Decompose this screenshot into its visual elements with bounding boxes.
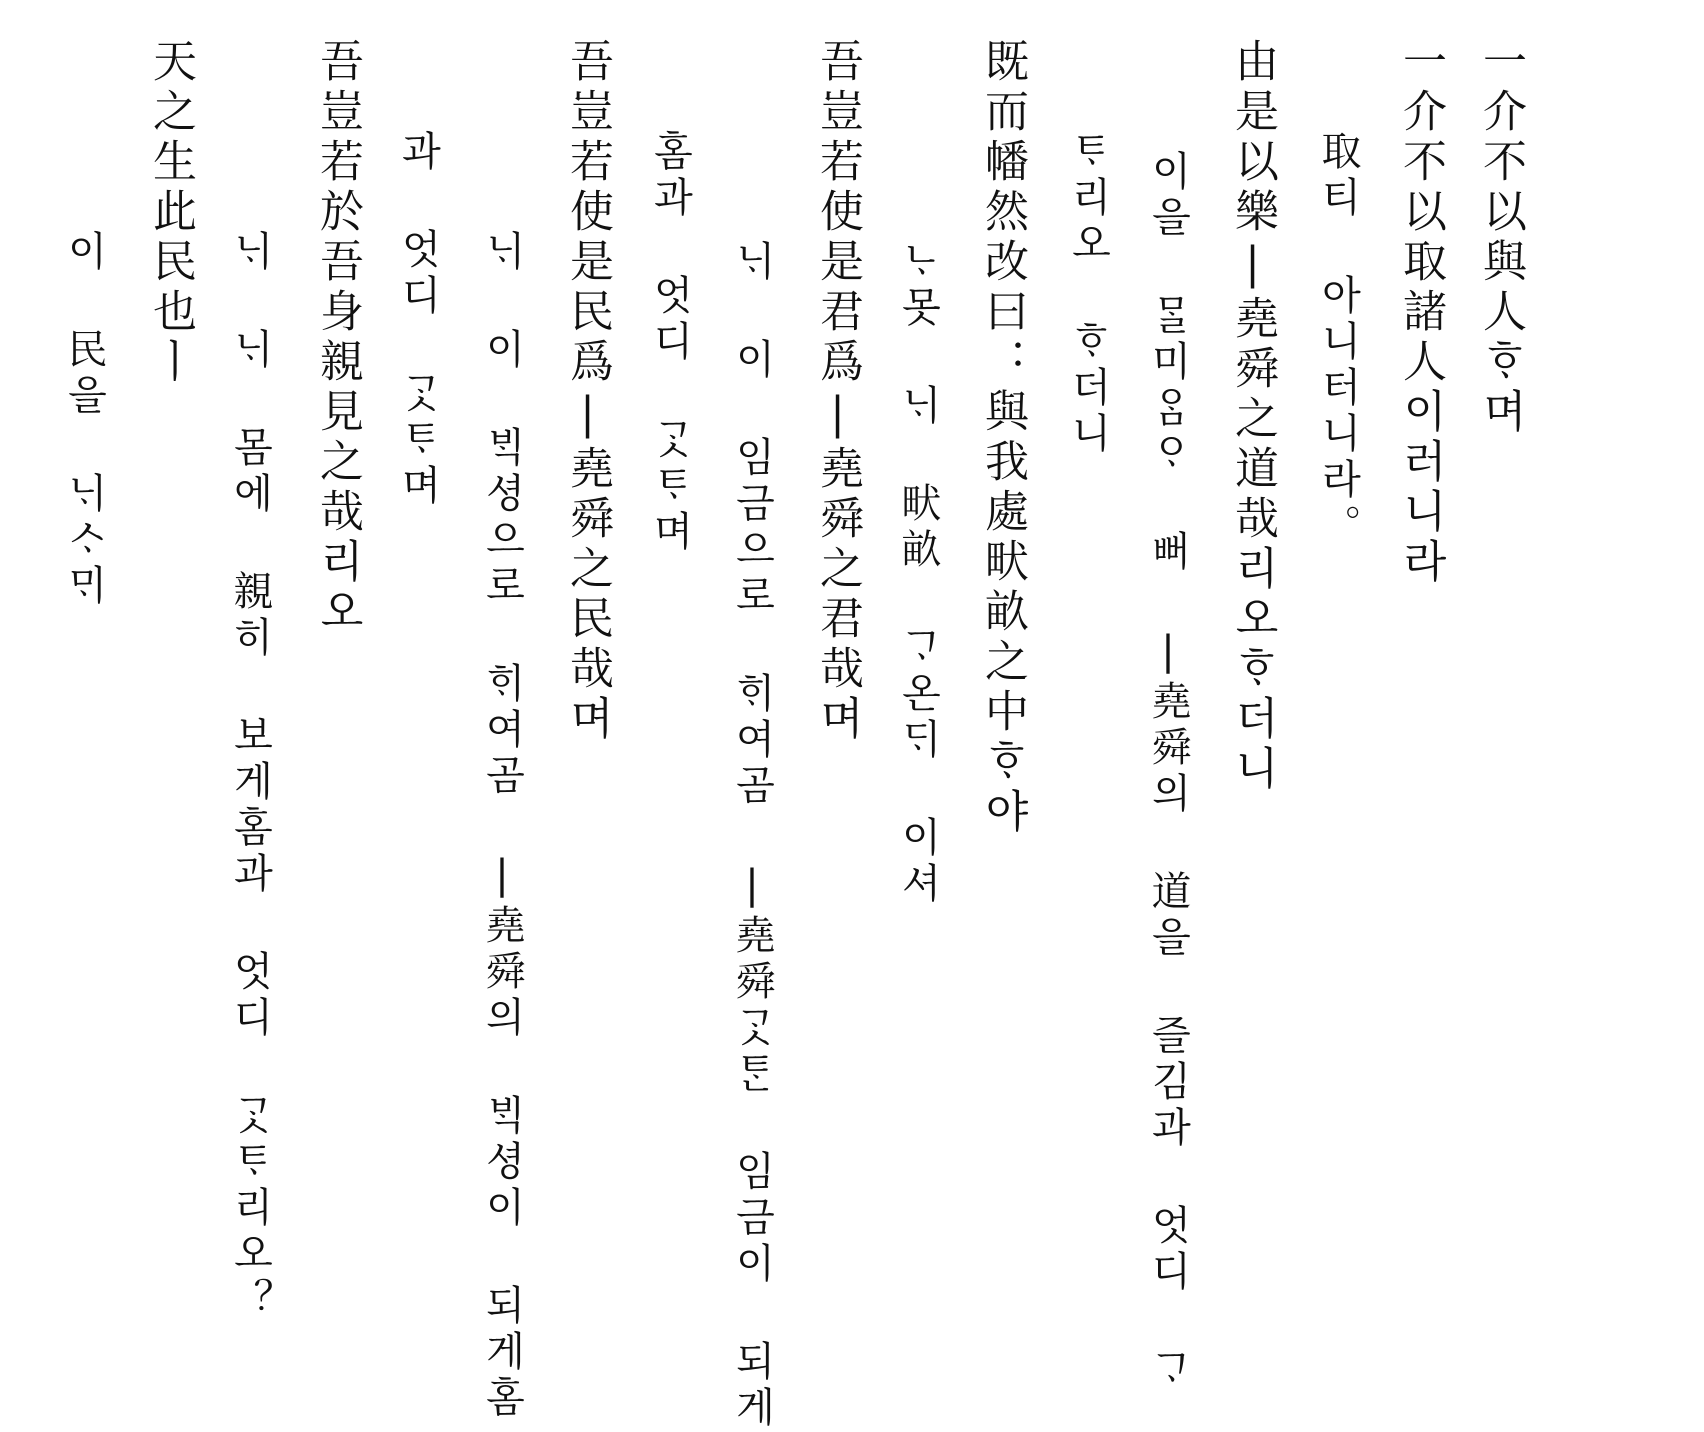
text-column-6: ᄐᆞ리오 ᄒᆞ더니 bbox=[1065, 130, 1111, 458]
text-column-9: 吾豈若使是君爲|堯舜之君哉며 bbox=[812, 38, 863, 745]
text-column-14: 과 엇디 ᄀᆞᆺᄐᆞ며 bbox=[395, 130, 441, 510]
text-column-8: ᄂᆞ못 ᄂᆡ 畎畝 ᄀᆞ온ᄃᆡ 이셔 bbox=[895, 240, 941, 908]
text-column-13: ᄂᆡ 이 ᄇᆡᆨ셩으로 ᄒᆡ여곰 |堯舜의 ᄇᆡᆨ셩이 되게홈 bbox=[479, 230, 525, 1422]
text-column-16: ᄂᆡ ᄂᆡ 몸에 親히 보게홈과 엇디 ᄀᆞᆺᄐᆞ리오？ bbox=[227, 230, 273, 1324]
text-column-18: 이 民을 ᄂᆡᄉᆞᄆᆡ bbox=[61, 230, 107, 610]
text-column-1: 一介不以與人ᄒᆞ며 bbox=[1475, 38, 1526, 438]
text-column-3: 取티 아니터니라。 bbox=[1315, 130, 1361, 550]
text-column-5: 이을 ᄆᆞᆯ미ᄋᆞᆷᄋᆞ 뻐 |堯舜의 道을 즐김과 엇디 ᄀᆞ bbox=[1145, 150, 1191, 1394]
text-column-4: 由是以樂|堯舜之道哉리오ᄒᆞ더니 bbox=[1227, 38, 1278, 795]
text-column-7: 既而幡然改曰：與我處畎畝之中ᄒᆞ야 bbox=[977, 38, 1028, 838]
text-column-17: 天之生此民也ㅣ bbox=[145, 38, 196, 388]
text-column-11: 홈과 엇디 ᄀᆞᆺᄐᆞ며 bbox=[647, 130, 693, 556]
text-column-2: 一介不以取諸人이러니라 bbox=[1395, 38, 1446, 588]
text-column-10: ᄂᆡ 이 임금으로 ᄒᆡ여곰 |堯舜ᄀᆞᆺᄐᆞᆫ 임금이 되게 bbox=[729, 240, 775, 1432]
text-column-12: 吾豈若使是民爲|堯舜之民哉며 bbox=[562, 38, 613, 745]
text-column-15: 吾豈若於吾身親見之哉리오 bbox=[312, 38, 363, 638]
